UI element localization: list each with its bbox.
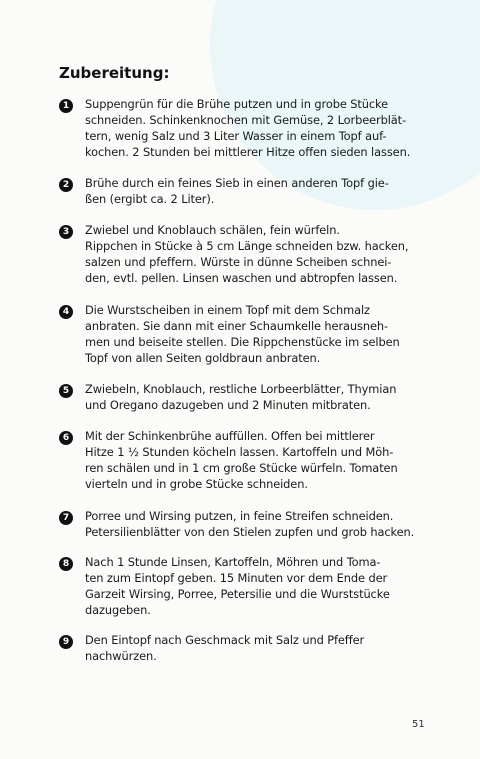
step-text	[85, 302, 400, 366]
text-line: Die Wurstscheiben in einem Topf mit dem Schmalz	[85, 303, 370, 317]
step-number-badge: 8	[59, 557, 73, 571]
text-line: Zwiebeln, Knoblauch, restliche Lorbeerblätter, Thymian	[85, 382, 397, 396]
text-line: Mit der Schinkenbrühe auffüllen. Offen bei mittlerer	[85, 429, 375, 443]
text-line: tern, wenig Salz und 3 Liter Wasser in einem Topf auf-	[85, 129, 387, 143]
step-text	[85, 508, 414, 540]
step-number-badge: 4	[59, 305, 73, 319]
text-line: dazugeben.	[85, 603, 151, 617]
step-text	[85, 175, 389, 207]
text-line: und Oregano dazugeben und 2 Minuten mitbraten.	[85, 398, 371, 412]
step-5	[59, 381, 449, 413]
step-8	[59, 554, 449, 618]
step-text	[85, 381, 396, 413]
text-line: Topf von allen Seiten goldbraun anbraten.	[85, 351, 321, 365]
text-line: Garzeit Wirsing, Porree, Petersilie und die Wurststücke	[85, 587, 390, 601]
text-line: Brühe durch ein feines Sieb in einen anderen Topf gie-	[85, 176, 389, 190]
step-text	[85, 222, 408, 286]
step-text	[85, 632, 364, 664]
text-line: Rippchen in Stücke à 5 cm Länge schneiden bzw. hacken,	[85, 239, 409, 253]
text-line: Den Eintopf nach Geschmack mit Salz und Pfeffer	[85, 633, 365, 647]
step-2	[59, 175, 449, 207]
step-3	[59, 222, 449, 286]
text-line: ßen (ergibt ca. 2 Liter).	[85, 192, 215, 206]
step-7	[59, 508, 449, 540]
step-number-badge: 1	[59, 99, 73, 113]
step-number-badge: 3	[59, 225, 73, 239]
text-line: nachwürzen.	[85, 649, 157, 663]
step-text	[85, 96, 410, 160]
text-line: kochen. 2 Stunden bei mittlerer Hitze offen sieden lassen.	[85, 145, 411, 159]
step-9	[59, 632, 449, 664]
step-number-badge: 7	[59, 511, 73, 525]
step-6	[59, 428, 449, 492]
text-line: Zwiebel und Knoblauch schälen, fein würfeln.	[85, 223, 340, 237]
section-heading: Zubereitung:	[59, 64, 170, 82]
text-line: schneiden. Schinkenknochen mit Gemüse, 2 Lorbeerblät-	[85, 113, 407, 127]
text-line: Suppengrün für die Brühe putzen und in grobe Stücke	[85, 97, 389, 111]
step-1	[59, 96, 449, 160]
step-number-badge: 9	[59, 635, 73, 649]
step-number-badge: 6	[59, 431, 73, 445]
text-line: salzen und pfeffern. Würste in dünne Scheiben schnei-	[85, 255, 392, 269]
text-line: Petersilienblätter von den Stielen zupfen und grob hacken.	[85, 525, 415, 539]
text-line: Hitze 1 ½ Stunden köcheln lassen. Kartoffeln und Möh-	[85, 445, 394, 459]
step-text	[85, 428, 398, 492]
text-line: men und beiseite stellen. Die Rippchenstücke im selben	[85, 335, 400, 349]
text-line: ren schälen und in 1 cm große Stücke würfeln. Tomaten	[85, 461, 398, 475]
text-line: den, evtl. pellen. Linsen waschen und abtropfen lassen.	[85, 271, 398, 285]
page-number: 51	[412, 719, 425, 730]
text-line: anbraten. Sie dann mit einer Schaumkelle herausneh-	[85, 319, 389, 333]
text-line: Nach 1 Stunde Linsen, Kartoffeln, Möhren und Toma-	[85, 555, 381, 569]
step-4	[59, 302, 449, 366]
step-text	[85, 554, 390, 618]
step-number-badge: 5	[59, 384, 73, 398]
step-number-badge: 2	[59, 178, 73, 192]
step-list	[59, 96, 449, 664]
text-line: Porree und Wirsing putzen, in feine Streifen schneiden.	[85, 509, 394, 523]
text-line: ten zum Eintopf geben. 15 Minuten vor dem Ende der	[85, 571, 388, 585]
text-line: vierteln und in grobe Stücke schneiden.	[85, 477, 308, 491]
